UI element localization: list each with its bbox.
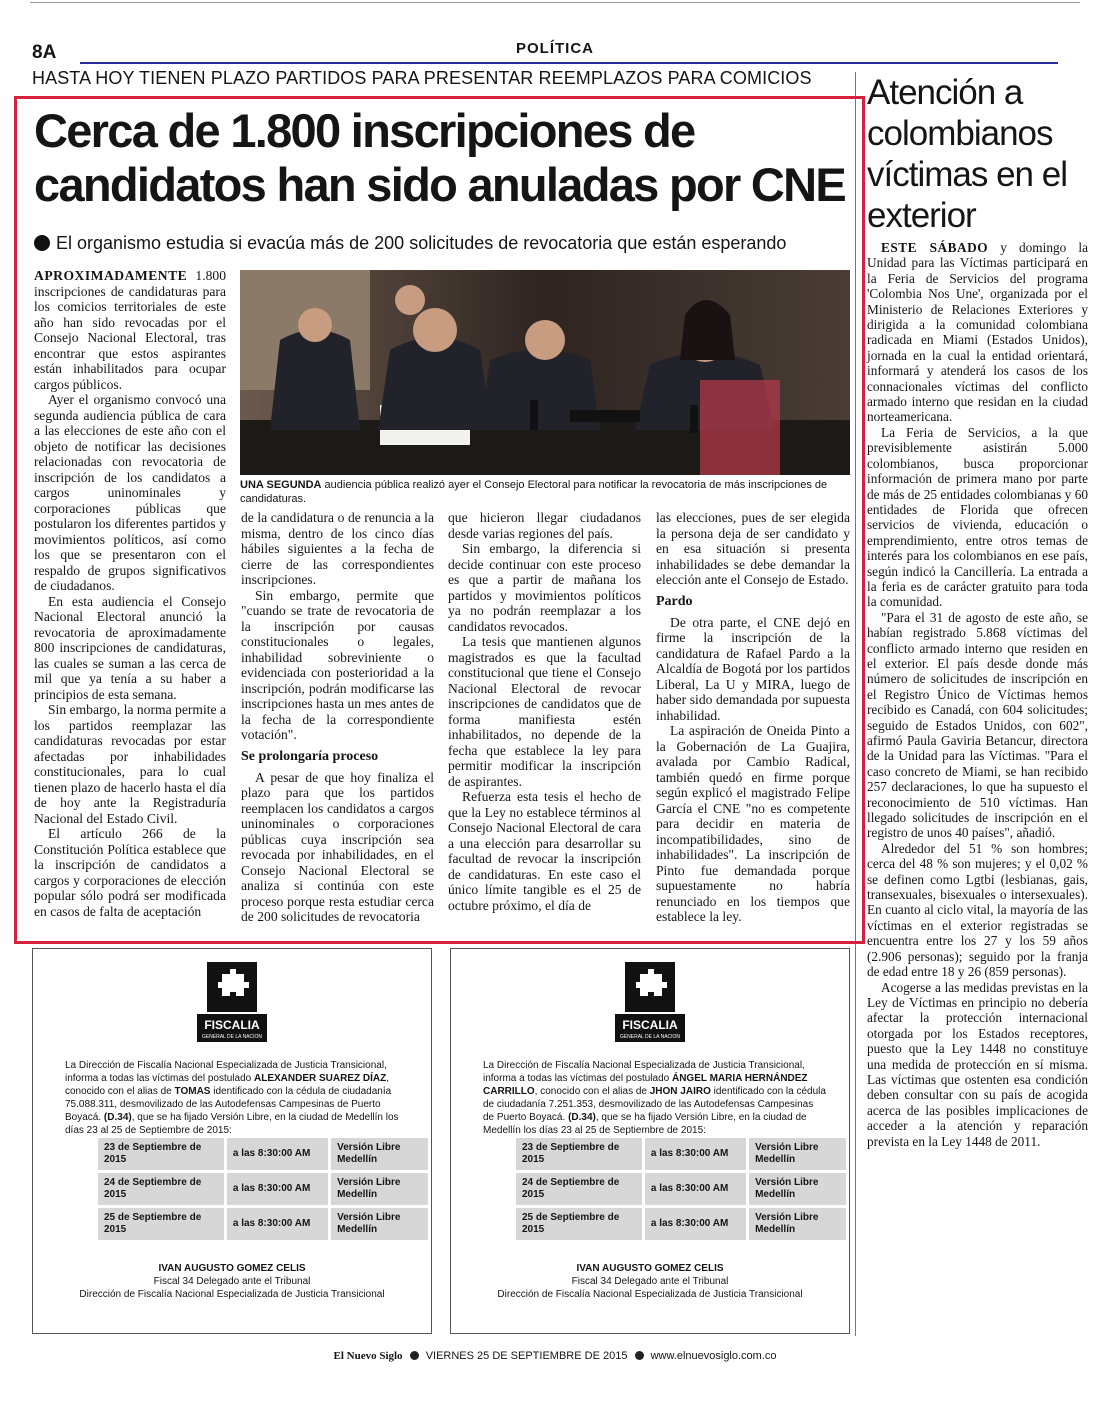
postulado-name: ÁNGEL MARIA HERNÁNDEZ CARRILLO — [483, 1073, 808, 1097]
paragraph — [867, 240, 1088, 425]
paragraph: las elecciones, pues de ser elegida la persona deja de ser candidato y en esa situación si presenta inhabilidades se debe demandar la elección ante el Consejo de Estado. — [656, 510, 850, 587]
type-cell — [331, 1208, 428, 1240]
page-number: 8A — [32, 42, 57, 63]
time-cell: a las 8:30:00 AM — [227, 1208, 328, 1240]
bullet-icon — [34, 235, 50, 251]
logo-text: FISCALIA — [622, 1018, 678, 1032]
signature-block — [33, 1262, 431, 1301]
type-cell — [749, 1138, 846, 1170]
date-cell: 23 de Septiembre de 2015 — [98, 1138, 224, 1170]
sidebar-body — [867, 240, 1088, 1149]
page-footer — [0, 1350, 1110, 1362]
city-label: Medellín — [755, 1154, 796, 1165]
table-row — [516, 1208, 846, 1240]
paragraph: A pesar de que hoy finaliza el plazo para que los partidos reemplacen los candidatos a cargos uninominales o corporaciones públicas cuya inscripción sea revocada por inhabilidades, en el Consejo Nacional Electoral se analiza si continúa con este proceso porque resta estudiar cerca de 200 solicitudes de revocatoria — [241, 769, 434, 924]
article-column-4 — [656, 510, 850, 925]
city-label: Medellín — [755, 1189, 796, 1200]
article-photo — [240, 270, 850, 475]
article-deck — [34, 233, 786, 254]
article-column-3 — [448, 510, 641, 913]
subheading: Pardo — [656, 593, 693, 609]
notice-part: La Dirección de Fiscalía Nacional Especializada de Justicia Transicional, informa a todas las víctimas del postulado — [483, 1060, 805, 1084]
section-rule — [80, 62, 1058, 64]
date-cell: 25 de Septiembre de 2015 — [516, 1208, 642, 1240]
type-label: Versión Libre — [337, 1177, 401, 1188]
section-title: POLÍTICA — [516, 40, 594, 57]
paragraph: La Feria de Servicios, a la que previsiblemente asistirán 5.000 colombianos, busca proporcionar información de primera mano por parte de más de 25 entidades colombianas y 60 entidades de Florida que ofrecen servicios de vivienda, educación o emprendimiento, entre otros temas de interés para los colombianos en ese país, según indicó la Cancillería. La entrada a la feria es de carácter gratuito para toda la comunidad. — [867, 424, 1088, 610]
fiscalia-notice-2 — [450, 948, 850, 1334]
postulado-name: ALEXANDER SUAREZ DÍAZ — [253, 1073, 387, 1084]
date-cell: 24 de Septiembre de 2015 — [98, 1173, 224, 1205]
type-label: Versión Libre — [337, 1212, 401, 1223]
schedule-table — [95, 1135, 431, 1243]
paragraph: La aspiración de Oneida Pinto a la Gobernación de La Guajira, avalada por Cambio Radical, también quedó en firme porque según explicó el magistrado Felipe García el CNE "no es competente para decidir en materia de incompatibilidades, sino de inhabilidades". La inscripción de Pinto fue demandada porque supuestamente no habría renunciado en los tiempos que establece la ley. — [656, 723, 850, 924]
time-cell: a las 8:30:00 AM — [227, 1138, 328, 1170]
signer-org: Dirección de Fiscalía Nacional Especializada de Justicia Transicional — [79, 1289, 385, 1300]
paragraph: de la candidatura o de renuncia a la misma, dentro de los cinco días hábiles siguientes a la fecha de cierre de las correspondientes inscripciones. — [241, 510, 434, 587]
signer-name: IVAN AUGUSTO GOMEZ CELIS — [158, 1263, 306, 1274]
notice-text — [483, 1059, 827, 1137]
code: (D.34) — [103, 1112, 132, 1123]
article-column-2 — [241, 510, 434, 925]
signer-role: Fiscal 34 Delegado ante el Tribunal — [571, 1276, 729, 1287]
paragraph: Sin embargo, permite que "cuando se trate de revocatoria de la inscripción por causas constitucionales o legales, inhabilidad sobreviniente o evidenciada con posterioridad a la inscripción, podrán modificarse las inscripciones hasta un mes antes de la fecha de la correspondiente votación". — [241, 587, 434, 742]
city-label: Medellín — [337, 1189, 378, 1200]
code: (D.34) — [568, 1112, 596, 1123]
paragraph — [34, 268, 226, 392]
subheading: Se prolongaría proceso — [241, 748, 379, 764]
paragraph: "Para el 31 de agosto de este año, se habían registrado 5.868 víctimas del conflicto armado interno que residen en el exterior. El país desde donde más número de solicitudes de inscripción en el Registro Único de Víctimas hemos recibido es Canadá, con 604 solicitudes; seguido de Estados Unidos, con 602", afirmó Paula Gaviria Betancur, directora de la Unidad para las Víctimas. "Para el caso concreto de Miami, se han recibido 257 declaraciones, lo que ha supuesto el reconocimiento de 510 víctimas. Han llegado solicitudes de inscripción en el registro de unos 40 países", añadió. — [867, 609, 1088, 841]
caption-lead: UNA SEGUNDA — [240, 479, 322, 491]
type-cell — [749, 1173, 846, 1205]
article-column-1 — [34, 268, 226, 919]
fiscalia-logo — [197, 962, 267, 1042]
notice-part: , conocido con el alias de — [65, 1073, 389, 1097]
caption-text: audiencia pública realizó ayer el Consejo Electoral para notificar la revocatoria de más inscripciones de candidaturas. — [240, 479, 828, 505]
photo-caption — [240, 478, 850, 506]
logo-subtext: GENERAL DE LA NACION — [619, 1034, 681, 1040]
article-kicker: HASTA HOY TIENEN PLAZO PARTIDOS PARA PRESENTAR REEMPLAZOS PARA COMICIOS — [32, 68, 812, 88]
lead-word: APROXIMADAMENTE — [34, 268, 188, 283]
type-cell — [749, 1208, 846, 1240]
paragraph: Sin embargo, la diferencia si decide continuar con este proceso es que a partir de mañana los partidos y movimientos políticos ya no podrán reemplazar a los candidatos revocados. — [448, 541, 641, 634]
type-cell — [331, 1173, 428, 1205]
footer-brand: El Nuevo Siglo — [333, 1350, 403, 1362]
table-row — [98, 1138, 428, 1170]
city-label: Medellín — [337, 1224, 378, 1235]
lead-word: ESTE SÁBADO — [881, 240, 989, 255]
type-label: Versión Libre — [337, 1142, 401, 1153]
signer-role: Fiscal 34 Delegado ante el Tribunal — [153, 1276, 311, 1287]
paragraph: Refuerza esta tesis el hecho de que la Ley no establece términos al Consejo Nacional Electoral de cara a una elección para desarrollar su facultad de revocar la inscripción de candidaturas. En este caso el único límite tangible es el 25 de octubre próximo, el día de — [448, 789, 641, 913]
table-row — [516, 1138, 846, 1170]
footer-site[interactable]: www.elnuevosiglo.com.co — [650, 1350, 777, 1362]
paragraph: Sin embargo, la norma permite a los partidos reemplazar las candidaturas revocadas por estar afectadas por inhabilidades constitucionales, para lo cual tienen plazo de hacerlo hasta el día de hoy ante la Registraduría Nacional del Estado Civil. — [34, 702, 226, 826]
notice-part: La Dirección de Fiscalía Nacional Especializada de Justicia Transicional, informa a todas las víctimas del postulado — [65, 1060, 387, 1084]
footer-date: VIERNES 25 DE SEPTIEMBRE DE 2015 — [425, 1350, 628, 1362]
bullet-icon — [410, 1351, 419, 1360]
deck-text: El organismo estudia si evacúa más de 200 solicitudes de revocatoria que están esperando — [56, 233, 787, 253]
notice-text — [65, 1059, 409, 1137]
paragraph: De otra parte, el CNE dejó en firme la inscripción de la candidatura de Rafael Pardo a la Alcaldía de Bogotá por los partidos Liberal, La U y MIRA, luego de haber sido demandada por supuesta inhabilidad. — [656, 614, 850, 723]
paragraph-text: 1.800 inscripciones de candidaturas para los comicios territoriales de este año han sido revocadas por el Consejo Nacional Electoral, tras encontrar que estos aspirantes están inhabilitados para ocupar cargos públicos. — [34, 268, 226, 392]
notice-part: , conocido con el alias de — [534, 1086, 650, 1097]
paragraph: Ayer el organismo convocó una segunda audiencia pública de cara a las elecciones de este año con el objeto de notificar las decisiones relacionadas con revocatoria de inscripción de los candidatos a cargos uninominales y corporaciones públicas que postularon los diferentes partidos y movimientos políticos, así como los que se presentaron con el respaldo de grupos significativos de ciudadanos. — [34, 392, 226, 593]
alias: TOMAS — [174, 1086, 211, 1097]
notice-part: , que se ha fijado Versión Libre, en la ciudad de Medellín los días 23 al 25 de Septiembre de 2015: — [483, 1112, 807, 1136]
sidebar-title: Atención a colombianos víctimas en el exterior — [867, 73, 1067, 235]
time-cell: a las 8:30:00 AM — [645, 1173, 746, 1205]
fiscalia-notice-1 — [32, 948, 432, 1334]
paragraph: El artículo 266 de la Constitución Política establece que la inscripción de candidatos a cargos y corporaciones de elección popular sólo podrá ser modificada en casos de falta de aceptación — [34, 826, 226, 919]
paragraph: que hicieron llegar ciudadanos desde varias regiones del país. — [448, 510, 641, 541]
type-label: Versión Libre — [755, 1177, 819, 1188]
city-label: Medellín — [337, 1154, 378, 1165]
paragraph: Alrededor del 51 % son hombres; cerca del 48 % son mujeres; y el 0,02 % se definen como Lgtbi (lesbianas, gais, transexuales, bisexuales o intersexuales). En cuanto al ciclo vital, la mayoría de las víctimas en el exterior registradas se encuentra entre los 27 y los 59 años (2.906 personas); seguido por la franja de edad entre 18 y 26 (859 personas). — [867, 840, 1088, 980]
top-rule — [30, 2, 1080, 3]
city-label: Medellín — [755, 1224, 796, 1235]
article-headline: Cerca de 1.800 inscripciones de candidatos han sido anuladas por CNE — [34, 104, 846, 211]
table-row — [516, 1173, 846, 1205]
logo-subtext: GENERAL DE LA NACION — [201, 1034, 263, 1040]
notice-part: , que se ha fijado Versión Libre, en la ciudad de Medellín los días 23 al 25 de Septiembre de 2015: — [65, 1112, 399, 1136]
time-cell: a las 8:30:00 AM — [645, 1208, 746, 1240]
alias: JHON JAIRO — [649, 1086, 711, 1097]
type-label: Versión Libre — [755, 1212, 819, 1223]
logo-text: FISCALIA — [204, 1018, 260, 1032]
notice-part: identificado con la cédula de ciudadanía 7.251.353, desmovilizado de las Autodefensas Campesinas de Puerto Boyacá. — [483, 1086, 826, 1123]
notice-part: identificado con la cédula de ciudadanía 75.088.311, desmovilizado de las Autodefensas Campesinas de Puerto Boyacá. — [65, 1086, 392, 1123]
paragraph: Acogerse a las medidas previstas en la Ley de Víctimas en principio no debería afectar la protección internacional otorgada por los Estados receptores, puesto que la Ley 1448 no constituye una medida de protección en sí misma. Las víctimas que ostenten esa condición deben consultar con su país de acogida acerca de las posibles implicaciones de acceder a la atención y reparación prevista en la Ley 1448 de 2011. — [867, 979, 1088, 1149]
date-cell: 23 de Septiembre de 2015 — [516, 1138, 642, 1170]
table-row — [98, 1208, 428, 1240]
time-cell: a las 8:30:00 AM — [227, 1173, 328, 1205]
paragraph-text: y domingo la Unidad para las Víctimas participará en la Feria de Servicios del programa 'Colombia Nos Une', organizada por el Ministerio de Relaciones Exteriores y dirigida a la comunidad colombiana radicada en Miami (Estados Unidos), jornada en la cual la entidad orientará, informará y atenderá los casos de los connacionales víctimas del conflicto armado interno que residan en la ciudad norteamericana. — [867, 240, 1088, 425]
paragraph: La tesis que mantienen algunos magistrados es que la facultad constitucional que tiene el Consejo Nacional Electoral de revocar inscripciones de candidatos que de forma manifiesta estén inhabilitados, no depende de la fecha que establece la ley para permitir modificar la inscripción de aspirantes. — [448, 634, 641, 789]
bullet-icon — [635, 1351, 644, 1360]
type-label: Versión Libre — [755, 1142, 819, 1153]
date-cell: 25 de Septiembre de 2015 — [98, 1208, 224, 1240]
table-row — [98, 1173, 428, 1205]
fiscalia-logo — [615, 962, 685, 1042]
signer-org: Dirección de Fiscalía Nacional Especializada de Justicia Transicional — [497, 1289, 803, 1300]
schedule-table — [513, 1135, 849, 1243]
time-cell: a las 8:30:00 AM — [645, 1138, 746, 1170]
date-cell: 24 de Septiembre de 2015 — [516, 1173, 642, 1205]
signer-name: IVAN AUGUSTO GOMEZ CELIS — [576, 1263, 724, 1274]
type-cell — [331, 1138, 428, 1170]
paragraph: En esta audiencia el Consejo Nacional Electoral anunció la revocatoria de aproximadamente 800 inscripciones de candidaturas, las cuales se suman a las cerca de mil que ya tenía a su haber a principios de esta semana. — [34, 593, 226, 702]
signature-block — [451, 1262, 849, 1301]
